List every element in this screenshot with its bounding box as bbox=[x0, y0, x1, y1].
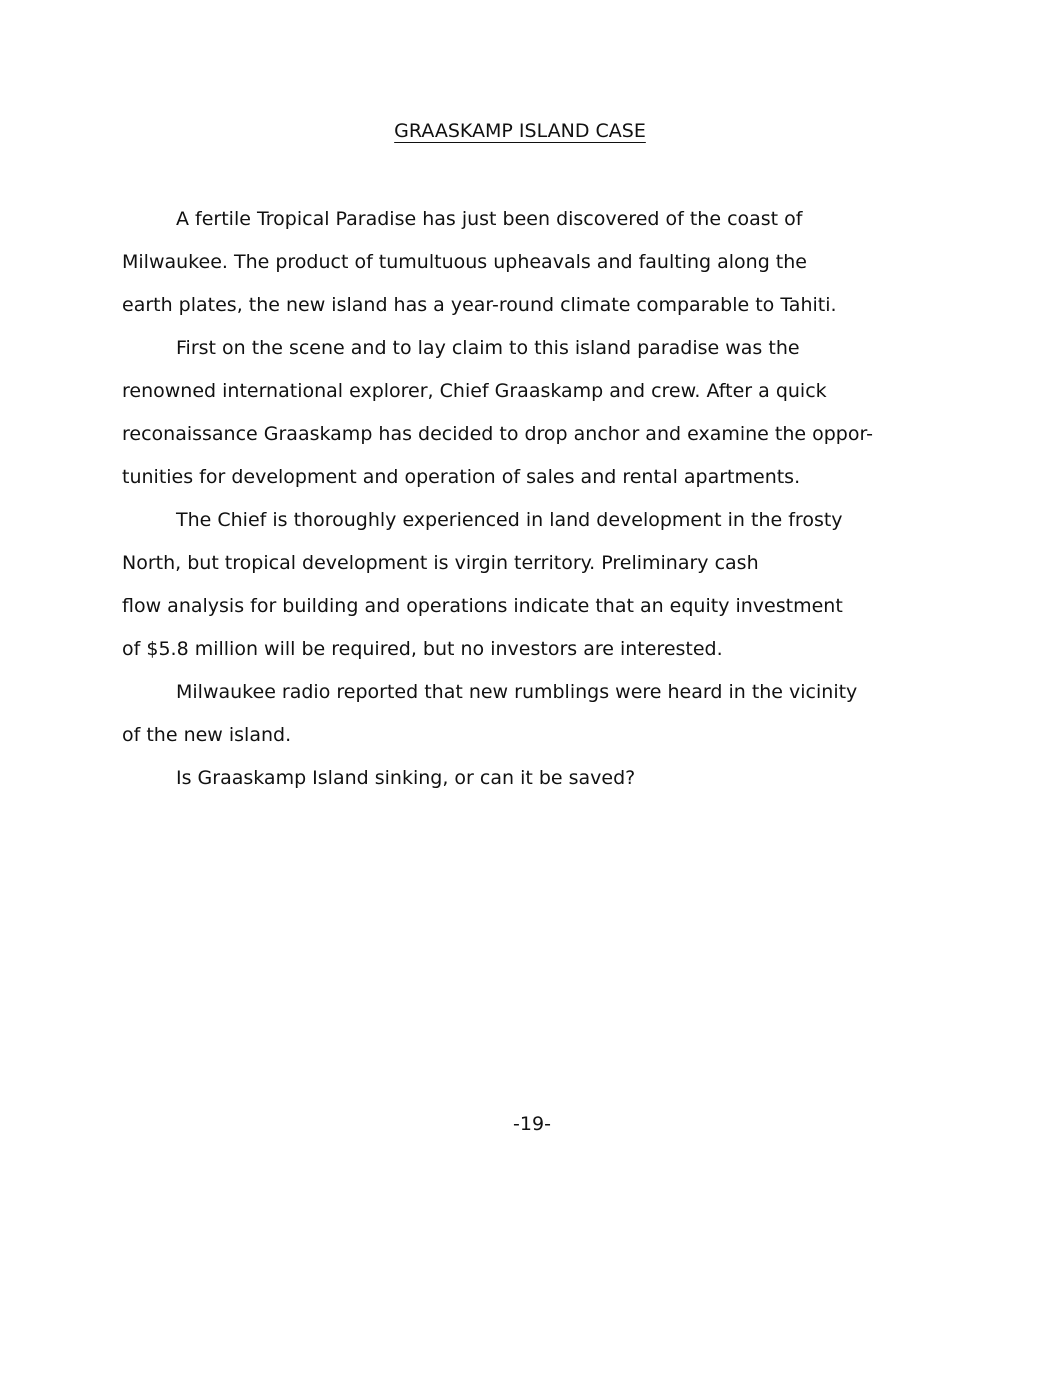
paragraph-4-line-2: of the new island. bbox=[122, 724, 292, 746]
paragraph-1-line-1: A fertile Tropical Paradise has just been discovered of the coast of bbox=[176, 208, 803, 230]
paragraph-2-line-2: renowned international explorer, Chief Graaskamp and crew. After a quick bbox=[122, 380, 827, 402]
paragraph-1-line-2: Milwaukee. The product of tumultuous upheavals and faulting along the bbox=[122, 251, 807, 273]
page-number: -19- bbox=[513, 1113, 551, 1135]
document-title bbox=[0, 120, 1040, 142]
paragraph-3-line-4: of $5.8 million will be required, but no investors are interested. bbox=[122, 638, 723, 660]
paragraph-4-line-1: Milwaukee radio reported that new rumblings were heard in the vicinity bbox=[176, 681, 858, 703]
paragraph-3-line-3: flow analysis for building and operations indicate that an equity investment bbox=[122, 595, 843, 617]
paragraph-2-line-3: reconaissance Graaskamp has decided to drop anchor and examine the oppor- bbox=[122, 423, 873, 445]
paragraph-2-line-1: First on the scene and to lay claim to this island paradise was the bbox=[176, 337, 800, 359]
document-body bbox=[122, 198, 962, 800]
paragraph-5-line-1: Is Graaskamp Island sinking, or can it be saved? bbox=[176, 767, 636, 789]
paragraph-2-line-4: tunities for development and operation of sales and rental apartments. bbox=[122, 466, 801, 488]
paragraph-1-line-3: earth plates, the new island has a year-round climate comparable to Tahiti. bbox=[122, 294, 837, 316]
document-title-text: GRAASKAMP ISLAND CASE bbox=[394, 120, 646, 142]
paragraph-3-line-1: The Chief is thoroughly experienced in land development in the frosty bbox=[176, 509, 843, 531]
paragraph-3-line-2: North, but tropical development is virgin territory. Preliminary cash bbox=[122, 552, 759, 574]
